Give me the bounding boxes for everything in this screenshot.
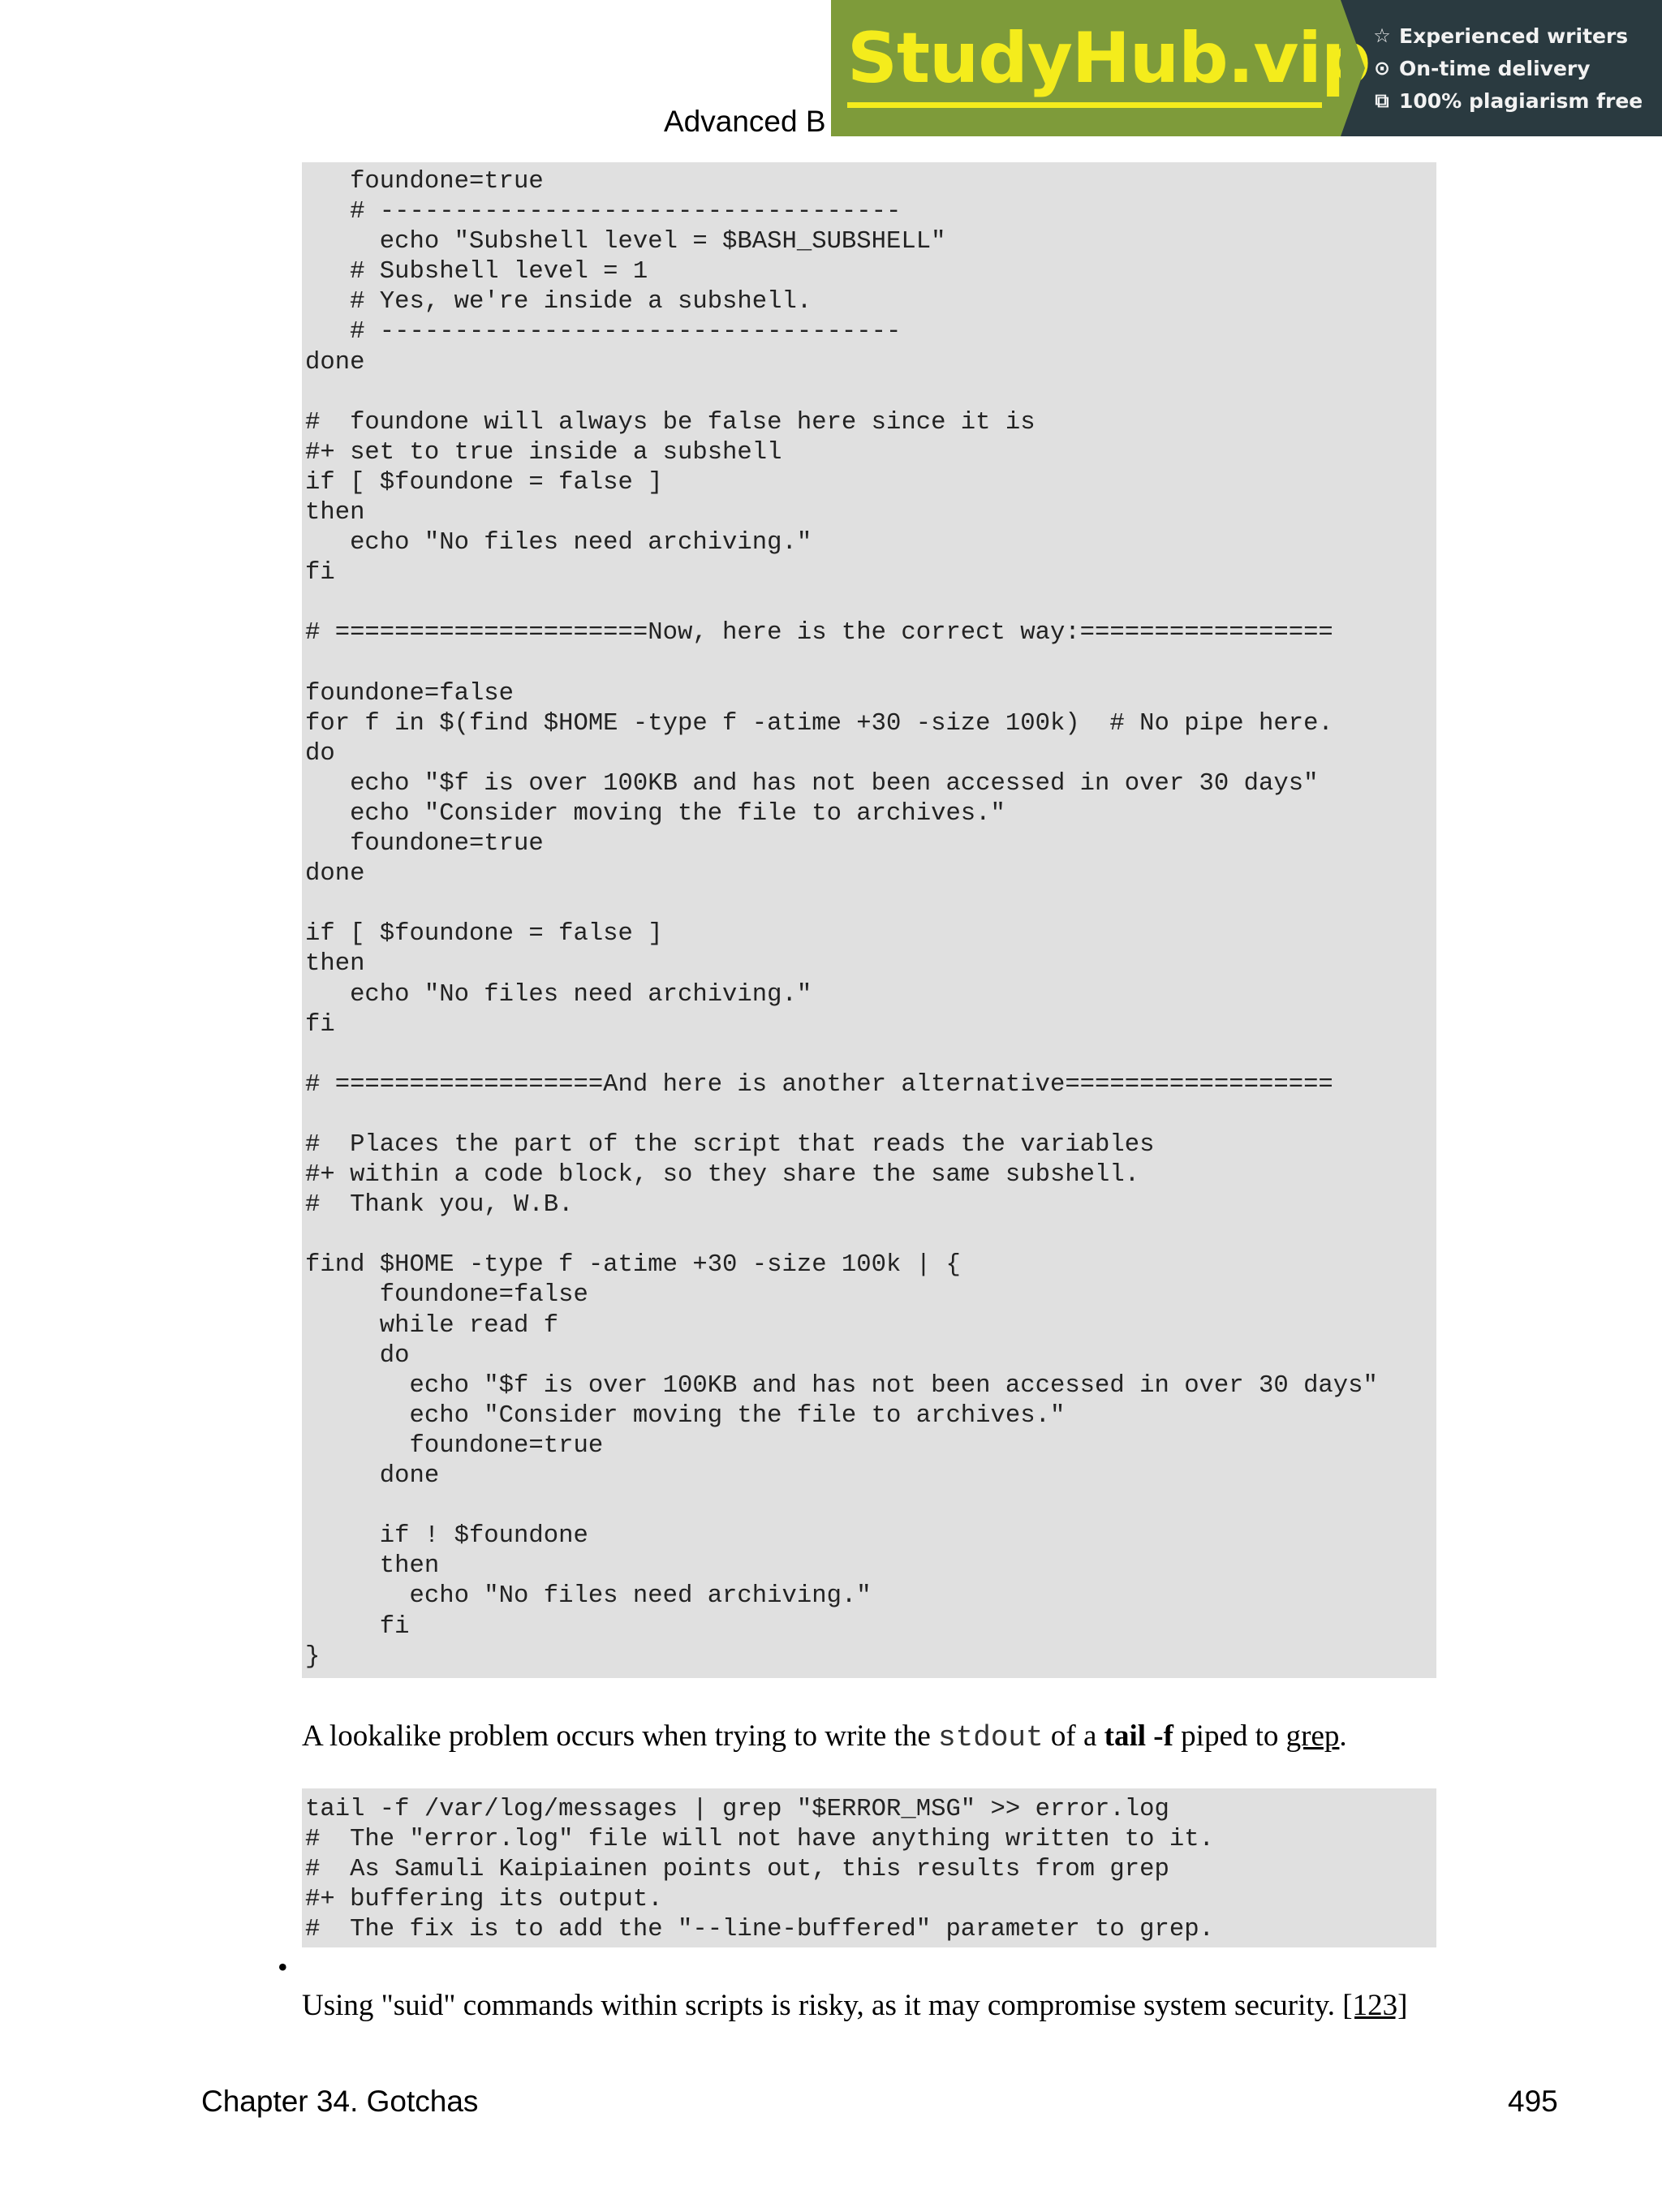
inline-code-stdout: stdout (938, 1721, 1044, 1754)
banner-logo-underline (847, 102, 1322, 108)
prose-text: A lookalike problem occurs when trying to write the (302, 1719, 939, 1753)
feature-label: On-time delivery (1399, 56, 1591, 80)
list-bullet: • (278, 1951, 288, 1983)
page-header-title: Advanced B (664, 105, 826, 138)
code-listing-main: foundone=true # ----------------------------------- echo "Subshell level = $BASH_SUBSHELL" # Subshell level = 1 # Yes, we're inside a subshell. # ----------------------------------- done # foundone will always be false here since it is #+ set to true inside a subshell if [ $foundone = false ] then echo "No files need archiving." fi # =====================Now, here is the correct way:================= foundone=false for f in $(find $HOME -type f -atime +30 -size 100k) # No pipe here. do echo "$f is over 100KB and has not been accessed in over 30 days" echo "Consider moving the file to archives." foundone=true done if [ $foundone = false ] then echo "No files need archiving." fi # ==================And here is another alternative================== # Places the part of the script that reads the variables #+ within a code block, so they share the same subshell. # Thank you, W.B. find $HOME -type f -atime +30 -size 100k | { foundone=false while read f do echo "$f is over 100KB and has not been accessed in over 30 days" echo "Consider moving the file to archives." foundone=true done if ! $foundone then echo "No files need archiving." fi } (302, 162, 1436, 1678)
paragraph-suid-warning (302, 1985, 1407, 2027)
clock-icon: ⊙ (1373, 57, 1391, 80)
feature-plagiarism-free (1370, 84, 1662, 117)
banner-logo-notch (1341, 0, 1365, 136)
feature-on-time-delivery (1370, 52, 1662, 84)
bold-command: tail -f (1104, 1719, 1173, 1753)
footer-page-number: 495 (1508, 2085, 1558, 2118)
feature-label: Experienced writers (1399, 24, 1629, 48)
banner-features (1341, 0, 1662, 136)
footnote-link-123[interactable]: [123] (1342, 1989, 1408, 2022)
code-listing-tail-grep: tail -f /var/log/messages | grep "$ERROR_MSG" >> error.log # The "error.log" file will not have anything written to it. # As Samuli Kaipiainen points out, this results from grep #+ buffering its output. # The fix is to add the "--line-buffered" parameter to grep. (302, 1788, 1436, 1947)
feature-experienced-writers (1370, 19, 1662, 52)
prose-text: of a (1043, 1719, 1104, 1753)
prose-text: piped to (1173, 1719, 1286, 1753)
grep-link[interactable]: grep (1285, 1719, 1340, 1753)
banner-logo-text: StudyHub.vip (847, 18, 1371, 99)
star-icon: ☆ (1373, 24, 1391, 47)
prose-text: Using "suid" commands within scripts is risky, as it may compromise system security. (302, 1989, 1343, 2022)
feature-label: 100% plagiarism free (1399, 88, 1643, 113)
footer-chapter-title: Chapter 34. Gotchas (201, 2085, 479, 2118)
copy-icon: ⧉ (1375, 89, 1389, 112)
banner-logo[interactable] (831, 0, 1371, 136)
studyhub-ad-banner[interactable] (831, 0, 1662, 136)
prose-text: . (1339, 1719, 1347, 1753)
paragraph-lookalike-problem (302, 1715, 1347, 1759)
